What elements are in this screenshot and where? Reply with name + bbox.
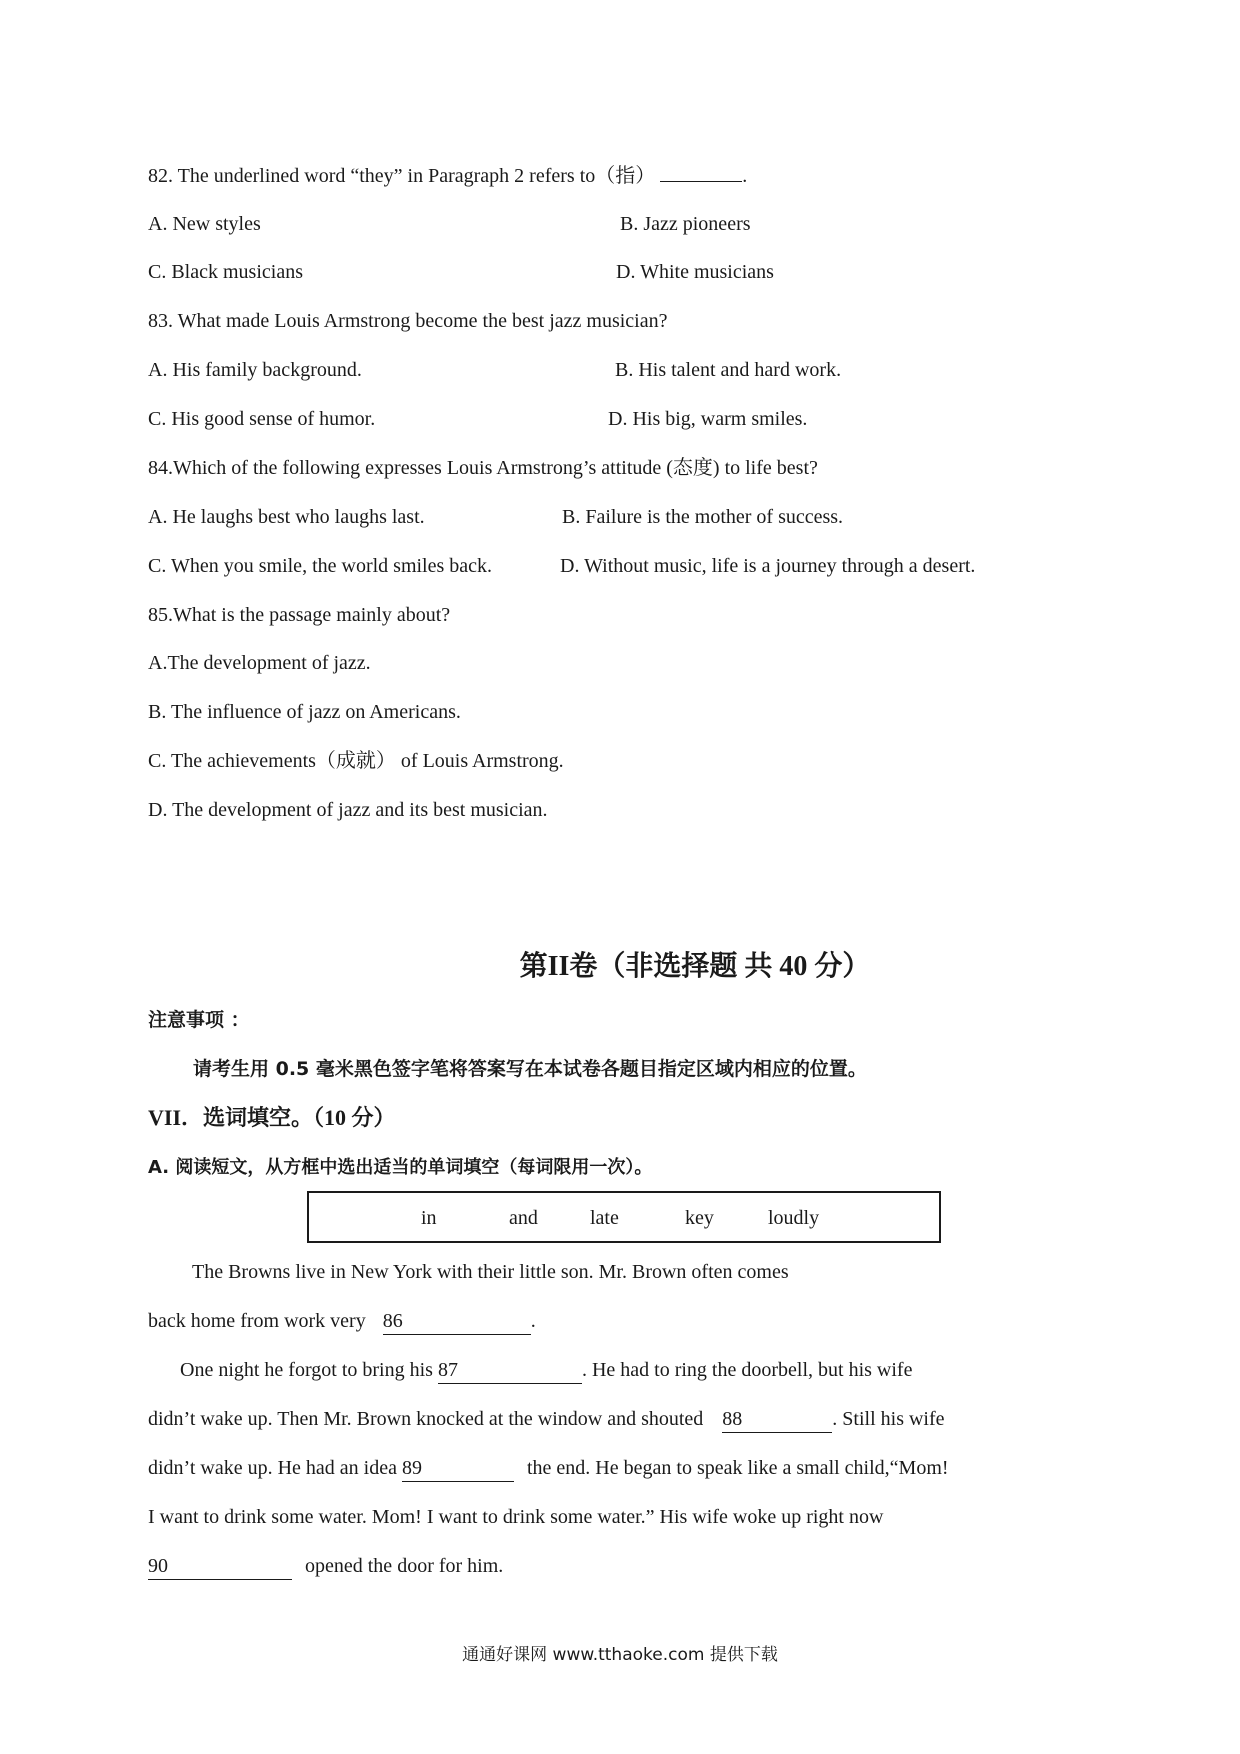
- q85-stem: 85.What is the passage mainly about?: [148, 604, 451, 626]
- blank-number: 86: [382, 1310, 403, 1332]
- word-box-item: and: [509, 1207, 538, 1229]
- passage-line-4: [148, 1406, 945, 1433]
- passage-text: didn’t wake up. He had an idea: [148, 1457, 397, 1479]
- passage-text: back home from work very: [148, 1310, 366, 1332]
- word-box-item: key: [685, 1207, 714, 1229]
- q84-option-b[interactable]: B. Failure is the mother of success.: [562, 506, 844, 528]
- blank-number: 90: [148, 1555, 168, 1577]
- passage-text: . Still his wife: [832, 1408, 945, 1430]
- passage-text: didn’t wake up. Then Mr. Brown knocked at the window and shouted: [148, 1408, 704, 1430]
- page-footer: 通通好课网 www.tthaoke.com 提供下载: [462, 1645, 778, 1665]
- q82-stem: [148, 161, 747, 189]
- q85-option-b[interactable]: B. The influence of jazz on Americans.: [148, 701, 461, 723]
- q82-option-d[interactable]: D. White musicians: [616, 261, 774, 283]
- blank-number: 87: [437, 1359, 458, 1381]
- passage-line-7: [148, 1553, 503, 1580]
- part-7a-instructions: A. 阅读短文，从方框中选出适当的单词填空（每词限用一次）。: [148, 1157, 653, 1178]
- q84-option-c[interactable]: C. When you smile, the world smiles back.: [148, 555, 493, 577]
- q82-option-a[interactable]: A. New styles: [148, 213, 261, 235]
- section-2-title: 第II卷（非选择题 共 40 分）: [519, 951, 871, 982]
- q83-option-b[interactable]: B. His talent and hard work.: [615, 359, 842, 381]
- q82-stem-text: 82. The underlined word “they” in Paragraph 2 refers to（指）: [148, 165, 656, 187]
- notice-text: 请考生用 0.5 毫米黑色签字笔将答案写在本试卷各题目指定区域内相应的位置。: [193, 1058, 867, 1080]
- q84-option-d[interactable]: D. Without music, life is a journey through a desert.: [560, 555, 976, 577]
- q82-stem-end: .: [742, 165, 748, 187]
- q83-option-c[interactable]: C. His good sense of humor.: [148, 408, 376, 430]
- blank-88[interactable]: [722, 1406, 832, 1433]
- q84-option-a[interactable]: A. He laughs best who laughs last.: [148, 506, 425, 528]
- passage-line-3: [180, 1357, 912, 1384]
- part-7-heading: VII．选词填空。（10 分）: [148, 1105, 396, 1130]
- blank-87[interactable]: [438, 1357, 582, 1384]
- blank-90[interactable]: [148, 1553, 292, 1580]
- passage-line-1: The Browns live in New York with their little son. Mr. Brown often comes: [192, 1261, 789, 1283]
- passage-text: One night he forgot to bring his: [180, 1359, 433, 1381]
- q85-option-c[interactable]: C. The achievements（成就） of Louis Armstrong.: [148, 750, 564, 772]
- passage-text: opened the door for him.: [305, 1555, 504, 1577]
- notice-label: 注意事项 ：: [148, 1009, 250, 1031]
- q83-option-a[interactable]: A. His family background.: [148, 359, 362, 381]
- passage-line-5: [148, 1455, 949, 1482]
- q82-option-c[interactable]: C. Black musicians: [148, 261, 303, 283]
- passage-text: . He had to ring the doorbell, but his wife: [581, 1359, 913, 1381]
- passage-line-2: [148, 1308, 536, 1335]
- passage-text: the end. He began to speak like a small child,“Mom!: [527, 1457, 949, 1479]
- q84-stem: 84.Which of the following expresses Louis Armstrong’s attitude (态度) to life best?: [148, 457, 818, 479]
- passage-line-6: I want to drink some water. Mom! I want to drink some water.” His wife woke up right now: [148, 1506, 884, 1528]
- word-box-item: loudly: [768, 1207, 820, 1229]
- blank-number: 89: [402, 1457, 422, 1479]
- word-box-item: late: [590, 1207, 619, 1229]
- q85-option-d[interactable]: D. The development of jazz and its best musician.: [148, 799, 548, 821]
- q85-option-a[interactable]: A.The development of jazz.: [148, 652, 371, 674]
- q83-option-d[interactable]: D. His big, warm smiles.: [608, 408, 808, 430]
- passage-text: .: [530, 1310, 536, 1332]
- word-box-item: in: [421, 1207, 437, 1229]
- q82-option-b[interactable]: B. Jazz pioneers: [620, 213, 751, 235]
- blank-86[interactable]: [383, 1308, 531, 1335]
- blank-89[interactable]: [402, 1455, 514, 1482]
- q83-stem: 83. What made Louis Armstrong become the best jazz musician?: [148, 310, 668, 332]
- word-box: [307, 1191, 941, 1243]
- q82-answer-blank[interactable]: [660, 161, 742, 182]
- blank-number: 88: [722, 1408, 743, 1430]
